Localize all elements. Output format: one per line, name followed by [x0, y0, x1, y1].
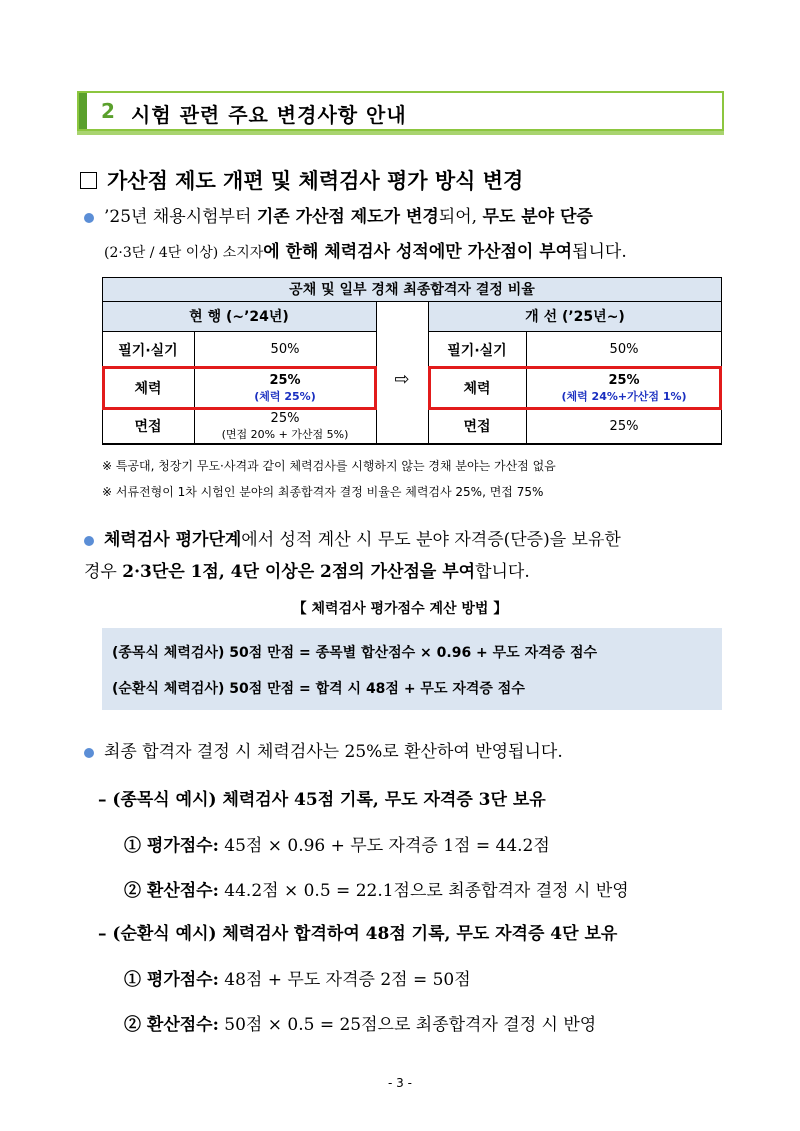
step-label: ② 환산점수: [124, 1015, 219, 1035]
subheading-text: 가산점 제도 개편 및 체력검사 평가 방식 변경 [107, 169, 524, 193]
checkbox-square-icon [80, 172, 97, 189]
new-row-value: 50% [609, 342, 639, 357]
table-border [428, 331, 722, 332]
table-border [102, 331, 376, 332]
table-border [721, 277, 722, 444]
section-header-shadow [77, 131, 724, 135]
current-row-value: 50% [270, 342, 300, 357]
paragraph-line [104, 202, 593, 232]
table-title: 공채 및 일부 경채 최종합격자 결정 비율 [102, 277, 722, 301]
paragraph-line [104, 237, 627, 268]
step-label: ① 평가점수: [124, 970, 219, 990]
current-row-label: 체력 [134, 381, 162, 397]
formula-box [102, 628, 722, 710]
text: 에서 성적 계산 시 무도 분야 자격증(단증)을 보유한 [241, 530, 621, 550]
bold-text: 기존 가산점 제도가 변경 [256, 207, 439, 227]
subheading [80, 165, 523, 195]
formula-title: 【 체력검사 평가점수 계산 방법 】 [292, 601, 508, 617]
current-row-sub: (면접 20% + 가산점 5%) [221, 427, 349, 441]
formula-line: (순환식 체력검사) 50점 만점 = 합격 시 48점 + 무도 자격증 점수 [112, 681, 525, 697]
text: 됩니다. [572, 242, 627, 262]
page-number: - 3 - [388, 1076, 412, 1090]
new-row-value: 25% [609, 418, 639, 434]
section-header-bar [79, 93, 87, 129]
note: ※ 서류전형이 1차 시험인 분야의 최종합격자 결정 비율은 체력검사 25%, 면접 75% [102, 485, 544, 499]
paragraph-text: 최종 합격자 결정 시 체력검사는 25%로 환산하여 반영됩니다. [104, 742, 563, 762]
current-row-value: 25% [269, 372, 301, 388]
paragraph-line [84, 557, 530, 587]
example-step [124, 1010, 596, 1035]
ratio-table [102, 277, 722, 444]
bold-text: 에 한해 체력검사 성적에만 가산점이 부여 [263, 242, 573, 262]
current-header: 현 행 (~’24년) [102, 301, 376, 331]
step-text: 45점 × 0.96 + 무도 자격증 1점 = 44.2점 [218, 836, 550, 856]
new-row-label: 면접 [463, 419, 491, 435]
text: (2·3단 / 4단 이상) 소지자 [104, 245, 264, 261]
text: 경우 [84, 562, 123, 582]
current-row-value: 25% [270, 410, 300, 426]
current-row-sub: (체력 25%) [254, 389, 316, 403]
step-text: 44.2점 × 0.5 = 22.1점으로 최종합격자 결정 시 반영 [218, 881, 629, 901]
bold-text: 체력검사 평가단계 [104, 530, 242, 550]
bullet-icon [84, 536, 94, 546]
example-title: – (순환식 예시) 체력검사 합격하여 48점 기록, 무도 자격증 4단 보유 [98, 924, 618, 944]
step-text: 50점 × 0.5 = 25점으로 최종합격자 결정 시 반영 [218, 1015, 597, 1035]
highlight-box [102, 366, 377, 410]
formula-line: (종목식 체력검사) 50점 만점 = 종목별 합산점수 × 0.96 + 무도 자격증 점수 [112, 645, 598, 661]
section-title: 시험 관련 주요 변경사항 안내 [131, 103, 407, 127]
table-border [102, 277, 103, 444]
new-row-label: 필기·실기 [447, 342, 507, 359]
example-step [124, 965, 471, 990]
section-number: 2 [101, 99, 115, 123]
section-header [77, 91, 724, 131]
table-border [102, 277, 722, 278]
step-label: ② 환산점수: [124, 881, 219, 901]
bold-text: 2·3단은 1점, 4단 이상은 2점의 가산점을 부여 [122, 562, 476, 582]
example-step [124, 876, 629, 901]
current-row-label: 면접 [134, 419, 162, 435]
table-border [102, 443, 722, 445]
new-row-sub: (체력 24%+가산점 1%) [561, 389, 687, 403]
new-row-label: 체력 [463, 381, 491, 397]
text: 되어, [438, 207, 483, 227]
arrow-right-icon: ⇨ [394, 368, 410, 390]
table-border [102, 301, 722, 302]
example-title: – (종목식 예시) 체력검사 45점 기록, 무도 자격증 3단 보유 [98, 790, 546, 810]
current-row-label: 필기·실기 [118, 342, 178, 359]
paragraph-line [104, 525, 621, 555]
text: 합니다. [475, 562, 530, 582]
note: ※ 특공대, 청장기 무도·사격과 같이 체력검사를 시행하지 않는 경채 분야는 가산점 없음 [102, 459, 556, 473]
bullet-icon [84, 748, 94, 758]
current-row-value-cell [194, 408, 376, 444]
step-label: ① 평가점수: [124, 836, 219, 856]
bold-text: 무도 분야 단증 [482, 207, 593, 227]
text: ’25년 채용시험부터 [104, 207, 257, 227]
new-header: 개 선 (’25년~) [428, 301, 722, 331]
new-row-value: 25% [608, 372, 640, 388]
bullet-icon [84, 213, 94, 223]
step-text: 48점 + 무도 자격증 2점 = 50점 [218, 970, 471, 990]
example-step [124, 831, 550, 856]
highlight-box [428, 366, 722, 410]
